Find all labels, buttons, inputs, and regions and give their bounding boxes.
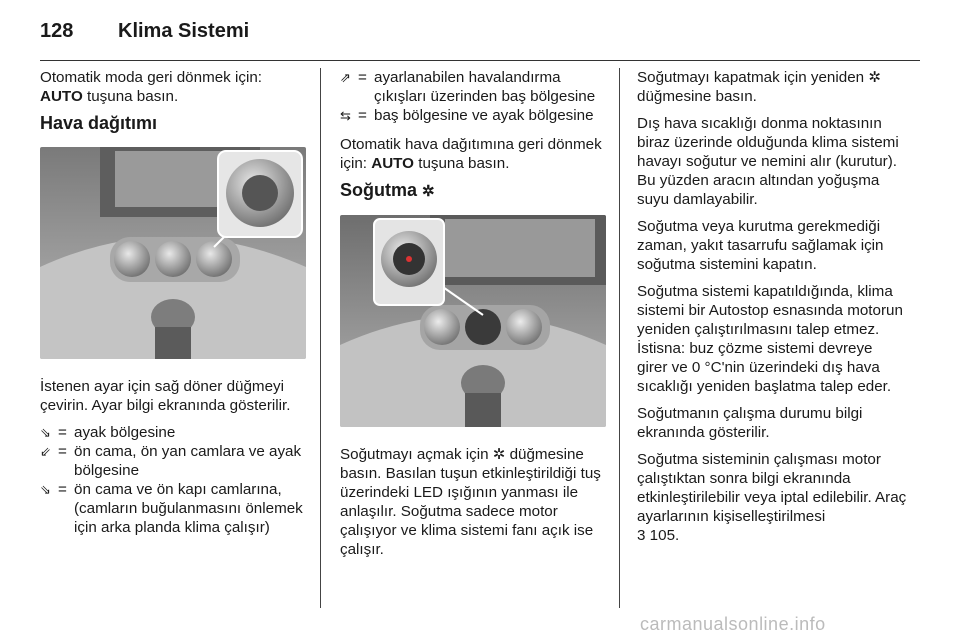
dashboard-photo-rotary-knob <box>40 147 306 359</box>
definition-text: ön cama ve ön kapı camlarına, (camların buğulanmasını önlemek için arka planda klima çalışır) <box>74 481 303 536</box>
equals: = <box>58 443 67 460</box>
text: Soğutmayı kapatmak için yeniden <box>637 69 869 86</box>
air-distribution-heading: Hava dağıtımı <box>40 113 158 133</box>
equals: = <box>58 481 67 498</box>
page-header <box>40 14 920 54</box>
text: Soğutma sisteminin çalışması motor çalıştıktan sonra bilgi ekranında etkinleştirilebilir veya iptal edilebilir. Araç ayarlarının kişiselleştirilmesi <box>637 451 907 525</box>
definition-item <box>340 68 606 106</box>
text: tuşuna basın. <box>82 88 179 105</box>
equals: = <box>58 424 67 441</box>
text: Otomatik moda geri dönmek için: <box>40 69 262 86</box>
definitions-list <box>340 68 606 125</box>
auto-distribution-paragraph <box>340 135 606 173</box>
equals: = <box>358 69 367 86</box>
page-number: 128 <box>40 20 74 42</box>
airflow-head-icon: ⇗ <box>340 70 351 85</box>
text: düğmesine basın. Basılan tuşun etkinleştirildiği tuş üzerindeki LED ışığının yanması ile anlaşılır. Soğutma sadece motor çalışıyor ve klima sistemi fanı açık ise çalışır. <box>340 446 601 558</box>
text: tuşuna basın. <box>414 155 510 172</box>
definition-text: ayak bölgesine <box>74 424 176 441</box>
snowflake-icon: ✲ <box>868 69 881 86</box>
auto-keyword: AUTO <box>40 88 83 105</box>
page-title: Klima Sistemi <box>118 20 250 42</box>
auto-mode-paragraph <box>40 68 306 106</box>
column-3 <box>637 68 907 553</box>
dashboard-photo-cooling-button <box>340 215 606 427</box>
text: Soğutmayı açmak için <box>340 446 493 463</box>
airflow-windscreen-feet-icon: ⇙ <box>40 444 51 459</box>
text: düğmesine basın. <box>637 88 757 105</box>
page-reference-icon: 3 <box>637 527 646 544</box>
rotary-knob-paragraph: İstenen ayar için sağ döner düğmeyi çevirin. Ayar bilgi ekranında gösterilir. <box>40 378 291 414</box>
cooling-off-paragraph <box>637 68 907 106</box>
auto-keyword: AUTO <box>371 155 414 172</box>
header-rule <box>40 60 920 61</box>
status-paragraph: Soğutmanın çalışma durumu bilgi ekranında gösterilir. <box>637 405 863 441</box>
definition-text: baş bölgesine ve ayak bölgesine <box>374 107 594 124</box>
definitions-list <box>40 423 306 537</box>
text: Otomatik hava dağıtımına geri dönmek için: <box>340 136 602 172</box>
definition-item <box>340 106 606 125</box>
column-divider <box>619 68 620 608</box>
snowflake-icon: ✲ <box>422 183 435 200</box>
page-reference-link[interactable]: 105. <box>645 527 680 544</box>
airflow-head-feet-icon: ⇆ <box>340 108 351 123</box>
cooling-on-paragraph <box>340 445 606 559</box>
definition-text: ön cama, ön yan camlara ve ayak bölgesine <box>74 443 302 479</box>
settings-paragraph <box>637 450 907 545</box>
definition-text: ayarlanabilen havalandırma çıkışları üzerinden baş bölgesine <box>374 69 596 105</box>
column-1 <box>40 68 306 547</box>
column-2 <box>340 68 606 567</box>
definition-item <box>40 423 306 442</box>
dehumidify-paragraph: Dış hava sıcaklığı donma noktasının biraz üzerinde olduğunda klima sistemi havayı soğutur ve nemini alır (kurutur). Bu yüzden aracın altından yoğuşma suyu damlayabilir. <box>637 115 899 208</box>
snowflake-icon: ✲ <box>492 446 506 463</box>
watermark: carmanualsonline.info <box>640 614 826 634</box>
definition-item <box>40 442 306 480</box>
autostop-paragraph: Soğutma sistemi kapatıldığında, klima sistemi bir Autostop esnasında motorun yeniden çalıştırılmasını talep etmez. İstisna: buz çözme sistemi devreye girer ve 0 °C'nin üzerindeki dış hava sıcaklığı yeniden başlatma talep eder. <box>637 283 903 395</box>
airflow-feet-icon: ⇘ <box>40 425 51 440</box>
airflow-windscreen-doors-icon: ⇘ <box>40 482 51 497</box>
column-divider <box>320 68 321 608</box>
cooling-heading <box>340 181 606 201</box>
definition-item <box>40 480 306 537</box>
equals: = <box>358 107 367 124</box>
fuel-saving-paragraph: Soğutma veya kurutma gerekmediği zaman, yakıt tasarrufu sağlamak için soğutma sistemini kapatın. <box>637 218 884 273</box>
heading-text: Soğutma <box>340 180 418 200</box>
